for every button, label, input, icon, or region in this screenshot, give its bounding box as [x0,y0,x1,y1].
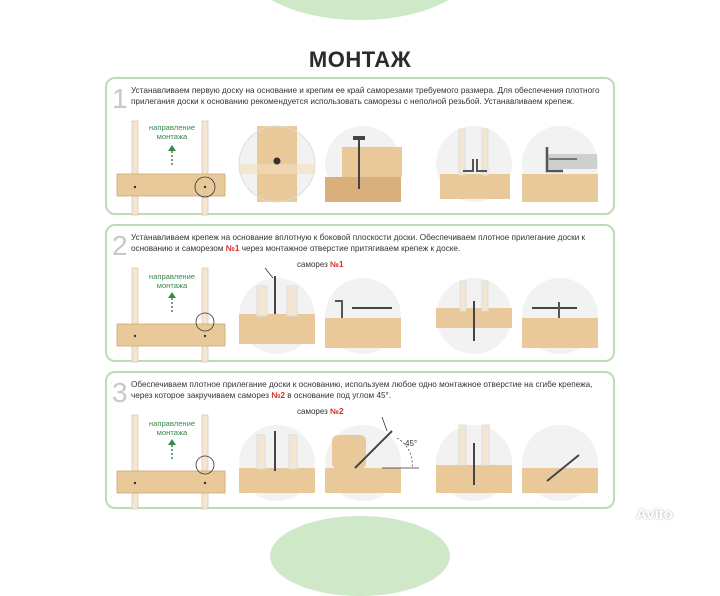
avito-logo-icon [612,505,634,527]
screw-number-highlight: №2 [271,391,285,400]
step-1-panel [105,77,615,215]
screw-label: саморез №2 [297,407,344,416]
step-2-illustrations [107,226,617,364]
direction-label: направление монтажа [148,272,196,290]
layout-diagram [117,121,225,215]
direction-label: направление монтажа [148,123,196,141]
step-number: 3 [112,377,128,408]
step-number: 1 [112,83,128,114]
step-2-panel [105,224,615,362]
screw-label: саморез №1 [297,260,344,269]
text-part: через монтажное отверстие притягиваем крепеж к доске. [239,244,461,253]
text-part: Обеспечиваем плотное прилегание доски к основанию, используем любое одно монтажное отверстие на сгибе крепежа, через которое закручиваем саморез [131,380,593,400]
text-part: Устанавливаем крепеж на основание вплотную к боковой плоскости доски. Обеспечиваем плотное прилегание доски к основанию и саморезом [131,233,586,253]
page-title: МОНТАЖ [308,47,412,72]
decorative-bottom-shape [270,516,450,596]
avito-watermark: Avito [636,506,673,523]
step-3-illustrations [107,373,617,511]
step-description: Устанавливаем первую доску на основание и крепим ее край саморезами требуемого размера. Для обеспечения плотного прилегания доски к основанию рекомендуется использовать саморезы с неполной резьбой. Устанавливаем крепеж. [131,86,600,106]
screw-number-highlight: №1 [225,244,240,253]
direction-label: направление монтажа [148,419,196,437]
step-3-panel [105,371,615,509]
step-number: 2 [112,230,128,261]
text-part: в основание под углом 45°. [285,391,392,400]
angle-label: 45° [405,439,418,448]
step-1-illustrations [107,79,617,217]
decorative-top-shape [245,0,475,20]
